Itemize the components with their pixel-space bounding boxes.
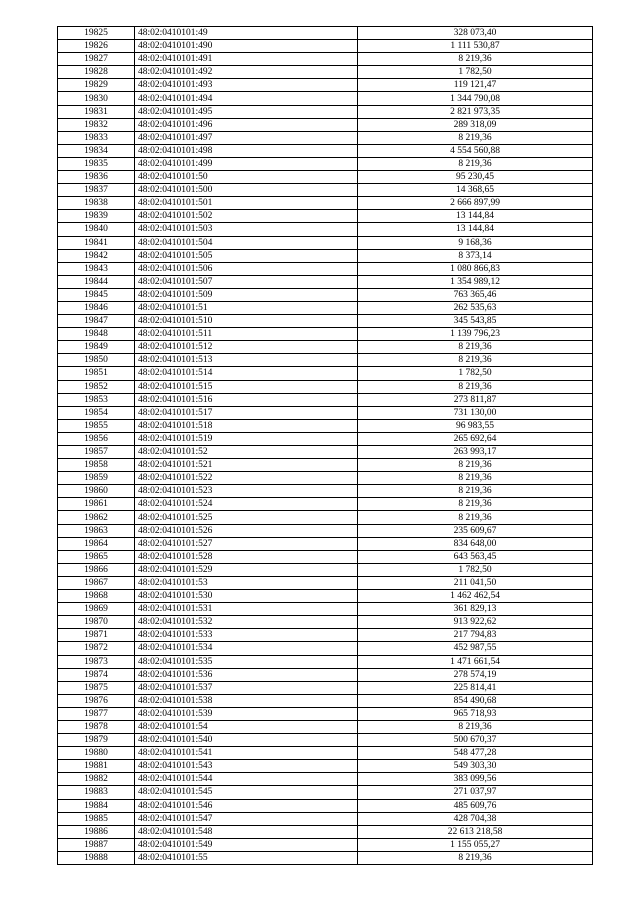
cadastral-number-cell: 48:02:0410101:526	[135, 524, 358, 537]
cadastral-number-cell: 48:02:0410101:510	[135, 315, 358, 328]
table-row	[58, 812, 593, 825]
cadastral-value-cell: 8 219,36	[358, 459, 593, 472]
row-number-cell: 19833	[58, 131, 135, 144]
table-row	[58, 773, 593, 786]
cadastral-number-cell: 48:02:0410101:490	[135, 40, 358, 53]
cadastral-value-cell: 1 782,50	[358, 563, 593, 576]
table-row	[58, 720, 593, 733]
cadastral-value-cell: 278 574,19	[358, 668, 593, 681]
cadastral-value-cell: 1 462 462,54	[358, 590, 593, 603]
cadastral-number-cell: 48:02:0410101:522	[135, 472, 358, 485]
table-row	[58, 249, 593, 262]
row-number-cell: 19887	[58, 838, 135, 851]
row-number-cell: 19825	[58, 27, 135, 40]
table-row	[58, 419, 593, 432]
table-row	[58, 79, 593, 92]
cadastral-number-cell: 48:02:0410101:49	[135, 27, 358, 40]
table-row	[58, 563, 593, 576]
cadastral-value-cell: 383 099,56	[358, 773, 593, 786]
cadastral-number-cell: 48:02:0410101:549	[135, 838, 358, 851]
row-number-cell: 19877	[58, 707, 135, 720]
cadastral-value-cell: 271 037,97	[358, 786, 593, 799]
cadastral-number-cell: 48:02:0410101:503	[135, 223, 358, 236]
cadastral-value-cell: 548 477,28	[358, 747, 593, 760]
row-number-cell: 19867	[58, 576, 135, 589]
row-number-cell: 19885	[58, 812, 135, 825]
cadastral-number-cell: 48:02:0410101:495	[135, 105, 358, 118]
table-row	[58, 328, 593, 341]
table-row	[58, 576, 593, 589]
row-number-cell: 19862	[58, 511, 135, 524]
table-row	[58, 472, 593, 485]
cadastral-number-cell: 48:02:0410101:500	[135, 184, 358, 197]
table-row	[58, 406, 593, 419]
row-number-cell: 19888	[58, 851, 135, 864]
cadastral-value-cell: 8 219,36	[358, 380, 593, 393]
table-row	[58, 393, 593, 406]
cadastral-value-cell: 731 130,00	[358, 406, 593, 419]
table-row	[58, 799, 593, 812]
row-number-cell: 19865	[58, 550, 135, 563]
row-number-cell: 19828	[58, 66, 135, 79]
cadastral-number-cell: 48:02:0410101:505	[135, 249, 358, 262]
cadastral-value-cell: 14 368,65	[358, 184, 593, 197]
row-number-cell: 19864	[58, 537, 135, 550]
cadastral-number-cell: 48:02:0410101:50	[135, 171, 358, 184]
table-row	[58, 851, 593, 864]
cadastral-value-cell: 485 609,76	[358, 799, 593, 812]
cadastral-number-cell: 48:02:0410101:504	[135, 236, 358, 249]
cadastral-value-cell: 1 139 796,23	[358, 328, 593, 341]
cadastral-number-cell: 48:02:0410101:540	[135, 734, 358, 747]
cadastral-value-cell: 1 782,50	[358, 367, 593, 380]
row-number-cell: 19835	[58, 157, 135, 170]
table-row	[58, 760, 593, 773]
cadastral-number-cell: 48:02:0410101:499	[135, 157, 358, 170]
cadastral-value-cell: 1 471 661,54	[358, 655, 593, 668]
table-row	[58, 210, 593, 223]
table-row	[58, 694, 593, 707]
cadastral-value-cell: 262 535,63	[358, 301, 593, 314]
table-row	[58, 40, 593, 53]
cadastral-value-cell: 8 219,36	[358, 354, 593, 367]
table-row	[58, 131, 593, 144]
table-row	[58, 459, 593, 472]
cadastral-number-cell: 48:02:0410101:544	[135, 773, 358, 786]
table-row	[58, 66, 593, 79]
table-row	[58, 642, 593, 655]
cadastral-number-cell: 48:02:0410101:535	[135, 655, 358, 668]
table-row	[58, 315, 593, 328]
cadastral-value-cell: 8 373,14	[358, 249, 593, 262]
table-row	[58, 92, 593, 105]
cadastral-value-cell: 1 111 530,87	[358, 40, 593, 53]
row-number-cell: 19838	[58, 197, 135, 210]
cadastral-value-cell: 345 543,85	[358, 315, 593, 328]
row-number-cell: 19859	[58, 472, 135, 485]
cadastral-number-cell: 48:02:0410101:498	[135, 144, 358, 157]
row-number-cell: 19849	[58, 341, 135, 354]
cadastral-number-cell: 48:02:0410101:548	[135, 825, 358, 838]
cadastral-number-cell: 48:02:0410101:492	[135, 66, 358, 79]
cadastral-value-cell: 8 219,36	[358, 157, 593, 170]
cadastral-value-cell: 549 303,30	[358, 760, 593, 773]
cadastral-number-cell: 48:02:0410101:543	[135, 760, 358, 773]
cadastral-value-cell: 8 219,36	[358, 53, 593, 66]
cadastral-value-cell: 225 814,41	[358, 681, 593, 694]
cadastral-number-cell: 48:02:0410101:494	[135, 92, 358, 105]
table-row	[58, 262, 593, 275]
table-row	[58, 550, 593, 563]
cadastral-number-cell: 48:02:0410101:514	[135, 367, 358, 380]
cadastral-number-cell: 48:02:0410101:531	[135, 603, 358, 616]
cadastral-number-cell: 48:02:0410101:501	[135, 197, 358, 210]
cadastral-number-cell: 48:02:0410101:515	[135, 380, 358, 393]
row-number-cell: 19882	[58, 773, 135, 786]
cadastral-number-cell: 48:02:0410101:545	[135, 786, 358, 799]
cadastral-number-cell: 48:02:0410101:523	[135, 485, 358, 498]
cadastral-number-cell: 48:02:0410101:532	[135, 616, 358, 629]
table-row	[58, 118, 593, 131]
table-row	[58, 537, 593, 550]
row-number-cell: 19857	[58, 446, 135, 459]
cadastral-number-cell: 48:02:0410101:536	[135, 668, 358, 681]
row-number-cell: 19844	[58, 275, 135, 288]
cadastral-value-cell: 289 318,09	[358, 118, 593, 131]
cadastral-number-cell: 48:02:0410101:507	[135, 275, 358, 288]
cadastral-number-cell: 48:02:0410101:525	[135, 511, 358, 524]
cadastral-number-cell: 48:02:0410101:527	[135, 537, 358, 550]
row-number-cell: 19841	[58, 236, 135, 249]
row-number-cell: 19861	[58, 498, 135, 511]
table-row	[58, 171, 593, 184]
table-row	[58, 590, 593, 603]
cadastral-number-cell: 48:02:0410101:538	[135, 694, 358, 707]
table-row	[58, 288, 593, 301]
cadastral-value-cell: 965 718,93	[358, 707, 593, 720]
cadastral-value-cell: 9 168,36	[358, 236, 593, 249]
cadastral-number-cell: 48:02:0410101:521	[135, 459, 358, 472]
row-number-cell: 19837	[58, 184, 135, 197]
row-number-cell: 19884	[58, 799, 135, 812]
cadastral-value-cell: 8 219,36	[358, 851, 593, 864]
cadastral-value-cell: 643 563,45	[358, 550, 593, 563]
table-row	[58, 838, 593, 851]
cadastral-number-cell: 48:02:0410101:512	[135, 341, 358, 354]
table-row	[58, 629, 593, 642]
cadastral-number-cell: 48:02:0410101:537	[135, 681, 358, 694]
row-number-cell: 19842	[58, 249, 135, 262]
table-row	[58, 668, 593, 681]
row-number-cell: 19855	[58, 419, 135, 432]
cadastral-value-cell: 2 666 897,99	[358, 197, 593, 210]
cadastral-value-cell: 328 073,40	[358, 27, 593, 40]
cadastral-value-cell: 8 219,36	[358, 472, 593, 485]
cadastral-value-cell: 1 080 866,83	[358, 262, 593, 275]
row-number-cell: 19868	[58, 590, 135, 603]
table-row	[58, 681, 593, 694]
cadastral-value-cell: 854 490,68	[358, 694, 593, 707]
row-number-cell: 19872	[58, 642, 135, 655]
row-number-cell: 19831	[58, 105, 135, 118]
cadastral-number-cell: 48:02:0410101:529	[135, 563, 358, 576]
cadastral-value-cell: 96 983,55	[358, 419, 593, 432]
row-number-cell: 19879	[58, 734, 135, 747]
row-number-cell: 19869	[58, 603, 135, 616]
table-row	[58, 603, 593, 616]
cadastral-number-cell: 48:02:0410101:539	[135, 707, 358, 720]
table-row	[58, 157, 593, 170]
cadastral-value-cell: 235 609,67	[358, 524, 593, 537]
row-number-cell: 19880	[58, 747, 135, 760]
cadastral-number-cell: 48:02:0410101:51	[135, 301, 358, 314]
row-number-cell: 19856	[58, 432, 135, 445]
row-number-cell: 19848	[58, 328, 135, 341]
row-number-cell: 19881	[58, 760, 135, 773]
cadastral-number-cell: 48:02:0410101:496	[135, 118, 358, 131]
row-number-cell: 19840	[58, 223, 135, 236]
row-number-cell: 19886	[58, 825, 135, 838]
table-row	[58, 432, 593, 445]
table-row	[58, 786, 593, 799]
row-number-cell: 19847	[58, 315, 135, 328]
cadastral-number-cell: 48:02:0410101:54	[135, 720, 358, 733]
row-number-cell: 19839	[58, 210, 135, 223]
row-number-cell: 19876	[58, 694, 135, 707]
cadastral-value-cell: 95 230,45	[358, 171, 593, 184]
cadastral-number-cell: 48:02:0410101:53	[135, 576, 358, 589]
row-number-cell: 19843	[58, 262, 135, 275]
cadastral-number-cell: 48:02:0410101:533	[135, 629, 358, 642]
table-row	[58, 354, 593, 367]
cadastral-number-cell: 48:02:0410101:509	[135, 288, 358, 301]
row-number-cell: 19860	[58, 485, 135, 498]
table-row	[58, 27, 593, 40]
cadastral-number-cell: 48:02:0410101:502	[135, 210, 358, 223]
cadastral-value-cell: 452 987,55	[358, 642, 593, 655]
cadastral-number-cell: 48:02:0410101:524	[135, 498, 358, 511]
row-number-cell: 19830	[58, 92, 135, 105]
table-row	[58, 223, 593, 236]
cadastral-number-cell: 48:02:0410101:513	[135, 354, 358, 367]
row-number-cell: 19836	[58, 171, 135, 184]
table-row	[58, 655, 593, 668]
table-row	[58, 341, 593, 354]
row-number-cell: 19846	[58, 301, 135, 314]
table-row	[58, 616, 593, 629]
cadastral-value-cell: 211 041,50	[358, 576, 593, 589]
table-row	[58, 275, 593, 288]
cadastral-number-cell: 48:02:0410101:519	[135, 432, 358, 445]
cadastral-value-cell: 263 993,17	[358, 446, 593, 459]
table-row	[58, 105, 593, 118]
cadastral-number-cell: 48:02:0410101:546	[135, 799, 358, 812]
row-number-cell: 19826	[58, 40, 135, 53]
table-row	[58, 236, 593, 249]
cadastral-value-cell: 8 219,36	[358, 498, 593, 511]
table-row	[58, 825, 593, 838]
cadastral-value-cell: 119 121,47	[358, 79, 593, 92]
cadastral-value-cell: 4 554 560,88	[358, 144, 593, 157]
table-row	[58, 485, 593, 498]
cadastral-value-table	[57, 26, 593, 865]
row-number-cell: 19851	[58, 367, 135, 380]
cadastral-value-cell: 500 670,37	[358, 734, 593, 747]
cadastral-value-cell: 428 704,38	[358, 812, 593, 825]
table-row	[58, 707, 593, 720]
cadastral-number-cell: 48:02:0410101:491	[135, 53, 358, 66]
row-number-cell: 19878	[58, 720, 135, 733]
table-row	[58, 301, 593, 314]
table-row	[58, 144, 593, 157]
cadastral-number-cell: 48:02:0410101:518	[135, 419, 358, 432]
cadastral-number-cell: 48:02:0410101:528	[135, 550, 358, 563]
row-number-cell: 19883	[58, 786, 135, 799]
cadastral-value-cell: 763 365,46	[358, 288, 593, 301]
table-row	[58, 734, 593, 747]
cadastral-number-cell: 48:02:0410101:511	[135, 328, 358, 341]
cadastral-value-cell: 8 219,36	[358, 341, 593, 354]
cadastral-value-cell: 13 144,84	[358, 210, 593, 223]
table-body	[58, 27, 593, 865]
row-number-cell: 19853	[58, 393, 135, 406]
cadastral-number-cell: 48:02:0410101:497	[135, 131, 358, 144]
cadastral-value-cell: 8 219,36	[358, 511, 593, 524]
cadastral-number-cell: 48:02:0410101:534	[135, 642, 358, 655]
cadastral-value-cell: 8 219,36	[358, 485, 593, 498]
row-number-cell: 19870	[58, 616, 135, 629]
cadastral-value-cell: 1 354 989,12	[358, 275, 593, 288]
row-number-cell: 19852	[58, 380, 135, 393]
table-row	[58, 524, 593, 537]
cadastral-value-cell: 217 794,83	[358, 629, 593, 642]
cadastral-number-cell: 48:02:0410101:541	[135, 747, 358, 760]
row-number-cell: 19873	[58, 655, 135, 668]
cadastral-number-cell: 48:02:0410101:506	[135, 262, 358, 275]
row-number-cell: 19854	[58, 406, 135, 419]
cadastral-number-cell: 48:02:0410101:547	[135, 812, 358, 825]
row-number-cell: 19866	[58, 563, 135, 576]
cadastral-value-cell: 2 821 973,35	[358, 105, 593, 118]
row-number-cell: 19832	[58, 118, 135, 131]
cadastral-value-cell: 913 922,62	[358, 616, 593, 629]
table-row	[58, 747, 593, 760]
row-number-cell: 19863	[58, 524, 135, 537]
cadastral-value-cell: 1 344 790,08	[358, 92, 593, 105]
cadastral-value-cell: 265 692,64	[358, 432, 593, 445]
cadastral-value-cell: 834 648,00	[358, 537, 593, 550]
cadastral-number-cell: 48:02:0410101:517	[135, 406, 358, 419]
table-row	[58, 511, 593, 524]
row-number-cell: 19827	[58, 53, 135, 66]
cadastral-value-cell: 361 829,13	[358, 603, 593, 616]
cadastral-value-cell: 273 811,87	[358, 393, 593, 406]
table-row	[58, 446, 593, 459]
row-number-cell: 19858	[58, 459, 135, 472]
cadastral-value-cell: 1 155 055,27	[358, 838, 593, 851]
cadastral-number-cell: 48:02:0410101:52	[135, 446, 358, 459]
cadastral-number-cell: 48:02:0410101:530	[135, 590, 358, 603]
cadastral-value-cell: 8 219,36	[358, 131, 593, 144]
row-number-cell: 19871	[58, 629, 135, 642]
table-row	[58, 367, 593, 380]
table-row	[58, 53, 593, 66]
cadastral-value-cell: 22 613 218,58	[358, 825, 593, 838]
table-row	[58, 498, 593, 511]
row-number-cell: 19875	[58, 681, 135, 694]
table-row	[58, 184, 593, 197]
cadastral-number-cell: 48:02:0410101:493	[135, 79, 358, 92]
cadastral-number-cell: 48:02:0410101:516	[135, 393, 358, 406]
row-number-cell: 19850	[58, 354, 135, 367]
cadastral-number-cell: 48:02:0410101:55	[135, 851, 358, 864]
cadastral-value-cell: 13 144,84	[358, 223, 593, 236]
row-number-cell: 19834	[58, 144, 135, 157]
cadastral-value-cell: 8 219,36	[358, 720, 593, 733]
cadastral-value-cell: 1 782,50	[358, 66, 593, 79]
table-row	[58, 197, 593, 210]
table-row	[58, 380, 593, 393]
row-number-cell: 19845	[58, 288, 135, 301]
row-number-cell: 19829	[58, 79, 135, 92]
row-number-cell: 19874	[58, 668, 135, 681]
